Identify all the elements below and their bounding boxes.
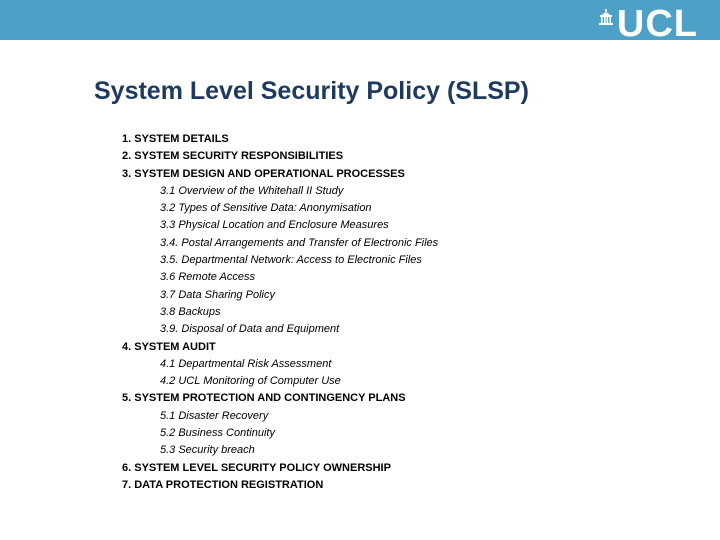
toc-subsection-item: 4.1 Departmental Risk Assessment <box>160 357 332 370</box>
toc-subsection-item: 3.3 Physical Location and Enclosure Measures <box>160 219 389 232</box>
toc-subsection-item: 3.5. Departmental Network: Access to Electronic Files <box>160 254 422 267</box>
toc-subsection-item: 4.2 UCL Monitoring of Computer Use <box>160 375 341 388</box>
logo-text: UCL <box>616 3 698 45</box>
toc-section-item: 2. SYSTEM SECURITY RESPONSIBILITIES <box>122 150 344 163</box>
table-of-contents <box>122 131 438 494</box>
toc-subsection-item: 5.1 Disaster Recovery <box>160 409 269 422</box>
header-bar <box>0 0 720 45</box>
toc-subsection-item: 5.2 Business Continuity <box>160 427 275 440</box>
toc-subsection-item: 3.1 Overview of the Whitehall II Study <box>160 184 344 197</box>
toc-subsection-item: 3.2 Types of Sensitive Data: Anonymisation <box>160 202 372 215</box>
portico-icon <box>599 9 613 25</box>
toc-subsection-item: 3.7 Data Sharing Policy <box>160 288 275 301</box>
toc-section-item: 5. SYSTEM PROTECTION AND CONTINGENCY PLANS <box>122 392 406 405</box>
toc-section-item: 6. SYSTEM LEVEL SECURITY POLICY OWNERSHIP <box>122 461 391 474</box>
toc-subsection-item: 3.8 Backups <box>160 305 221 318</box>
toc-section-item: 4. SYSTEM AUDIT <box>122 340 216 353</box>
page-title: System Level Security Policy (SLSP) <box>94 77 529 105</box>
toc-subsection-item: 3.4. Postal Arrangements and Transfer of Electronic Files <box>160 236 439 249</box>
toc-subsection-item: 3.9. Disposal of Data and Equipment <box>160 323 340 336</box>
toc-section-item: 1. SYSTEM DETAILS <box>122 133 229 145</box>
ucl-logo <box>599 3 698 45</box>
toc-subsection-item: 5.3 Security breach <box>160 444 255 457</box>
toc-subsection-item: 3.6 Remote Access <box>160 271 255 284</box>
toc-section-item: 3. SYSTEM DESIGN AND OPERATIONAL PROCESSES <box>122 167 405 180</box>
toc-section-item: 7. DATA PROTECTION REGISTRATION <box>122 478 324 491</box>
